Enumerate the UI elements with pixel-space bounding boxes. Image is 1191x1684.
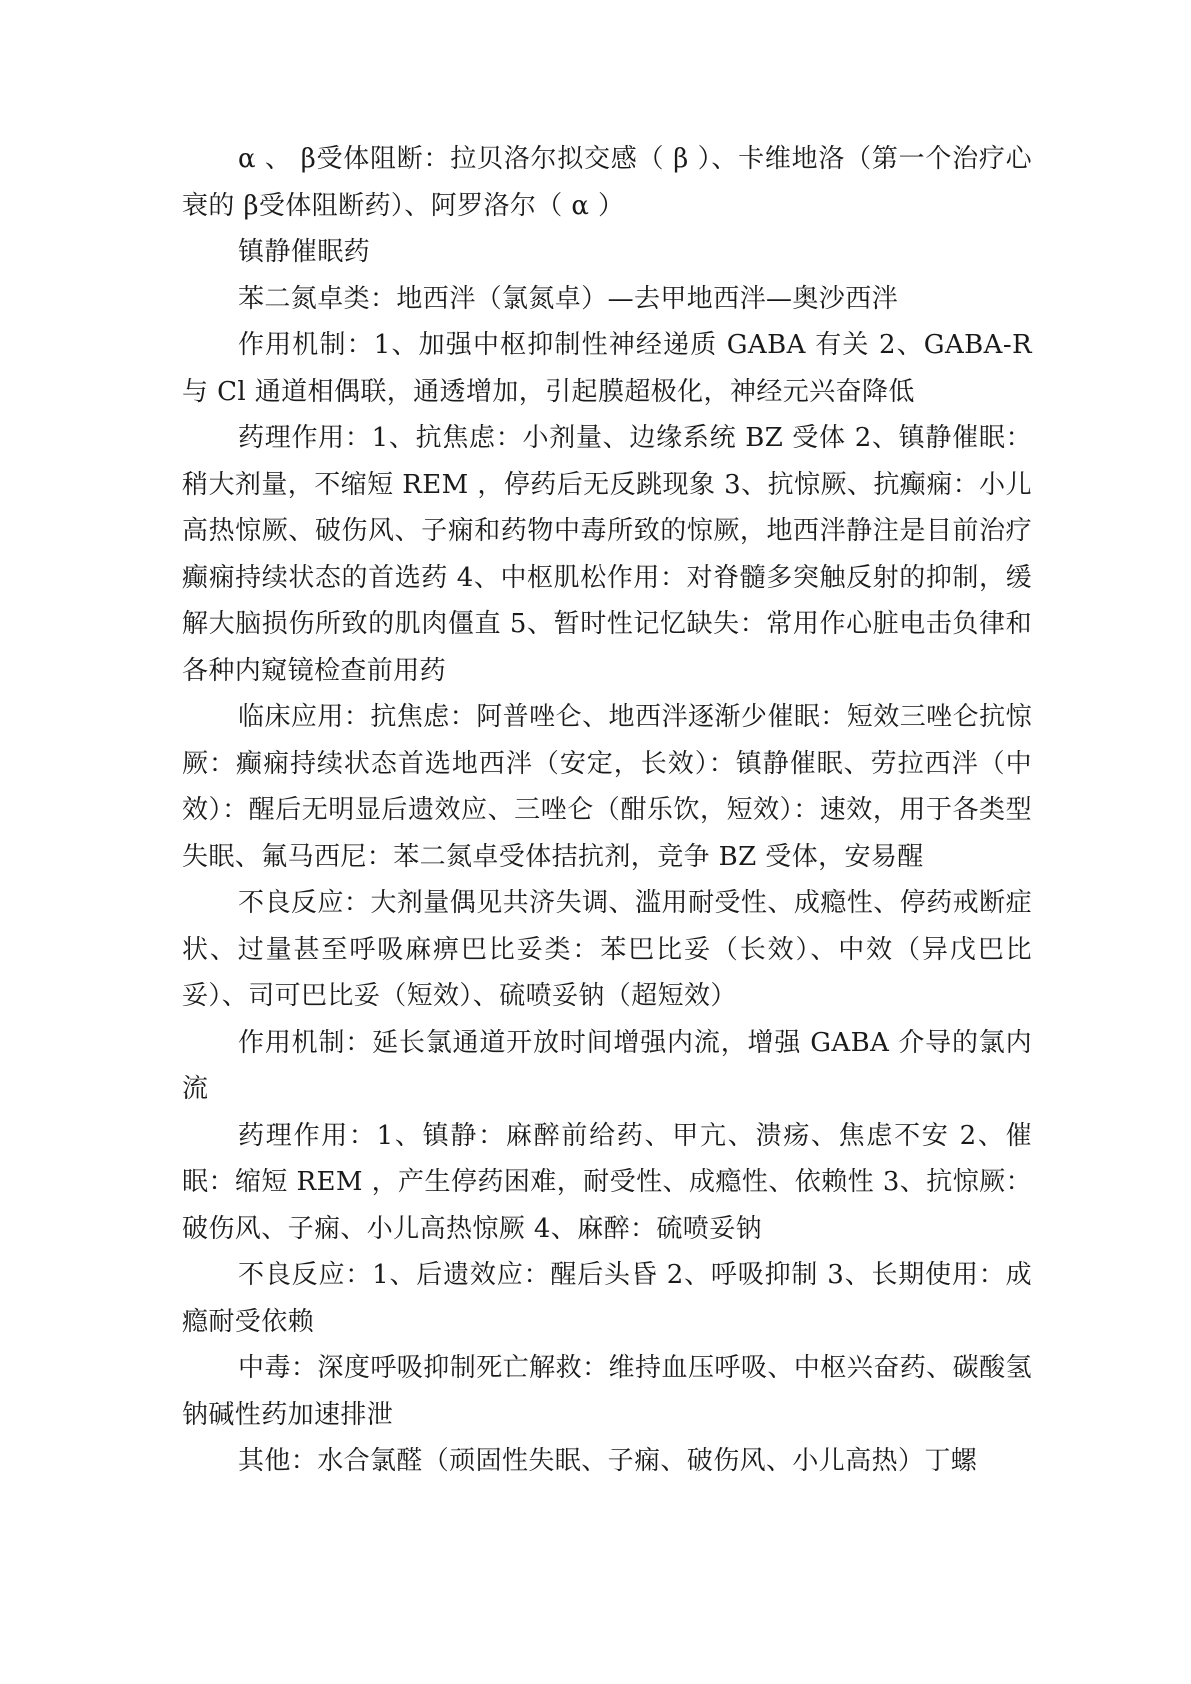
paragraph-section-heading: 镇静催眠药 — [238, 237, 371, 267]
paragraph-others: 其他：水合氯醛（顽固性失眠、子痫、破伤风、小儿高热）丁螺 — [238, 1446, 978, 1476]
paragraph-mechanism: 作用机制：1、加强中枢抑制性神经递质 GABA 有关 2、GABA-R 与 Cl 通道相偶联，通透增加，引起膜超极化，神经元兴奋降低 — [182, 330, 1032, 407]
paragraph-adverse-reactions: 不良反应：大剂量偶见共济失调、滥用耐受性、成瘾性、停药戒断症状、过量甚至呼吸麻痹巴比妥类：苯巴比妥（长效）、中效（异戊巴比妥）、司可巴比妥（短效）、硫喷妥钠（超短效） — [182, 888, 1032, 1011]
paragraph-pharmacology: 药理作用：1、抗焦虑：小剂量、边缘系统 BZ 受体 2、镇静催眠：稍大剂量，不缩短 REM ，停药后无反跳现象 3、抗惊厥、抗癫痫：小儿高热惊厥、破伤风、子痫和药物中毒所致的惊厥，地西泮静注是目前治疗癫痫持续状态的首选药 4、中枢肌松作用：对脊髓多突触反射的抑制，缓解大脑损伤所致的肌肉僵直 5、暂时性记忆缺失：常用作心脏电击负律和各种内窥镜检查前用药 — [182, 423, 1032, 686]
paragraph-clinical-use: 临床应用：抗焦虑：阿普唑仑、地西泮逐渐少催眠：短效三唑仑抗惊厥：癫痫持续状态首选地西泮（安定，长效）：镇静催眠、劳拉西泮（中效）：醒后无明显后遗效应、三唑仑（酣乐饮，短效）：速效，用于各类型失眠、氟马西尼：苯二氮卓受体拮抗剂，竞争 BZ 受体，安易醒 — [182, 702, 1032, 872]
document-page — [182, 136, 1032, 1485]
paragraph-poisoning: 中毒：深度呼吸抑制死亡解救：维持血压呼吸、中枢兴奋药、碳酸氢钠碱性药加速排泄 — [182, 1353, 1032, 1430]
paragraph-barbiturate-mechanism: 作用机制：延长氯通道开放时间增强内流，增强 GABA 介导的氯内流 — [182, 1027, 1032, 1104]
paragraph-beta-blockers: α 、 β受体阻断：拉贝洛尔拟交感（ β ）、卡维地洛（第一个治疗心衰的 β受体阻断药）、阿罗洛尔（ α ） — [182, 144, 1032, 221]
paragraph-benzodiazepines: 苯二氮卓类：地西泮（氯氮卓）—去甲地西泮—奥沙西泮 — [238, 283, 899, 314]
paragraph-barbiturate-adverse: 不良反应：1、后遗效应：醒后头昏 2、呼吸抑制 3、长期使用：成瘾耐受依赖 — [182, 1260, 1032, 1337]
paragraph-barbiturate-pharmacology: 药理作用：1、镇静：麻醉前给药、甲亢、溃疡、焦虑不安 2、催眠：缩短 REM ，产生停药困难，耐受性、成瘾性、依赖性 3、抗惊厥：破伤风、子痫、小儿高热惊厥 4、麻醉：硫喷妥钠 — [182, 1120, 1032, 1244]
